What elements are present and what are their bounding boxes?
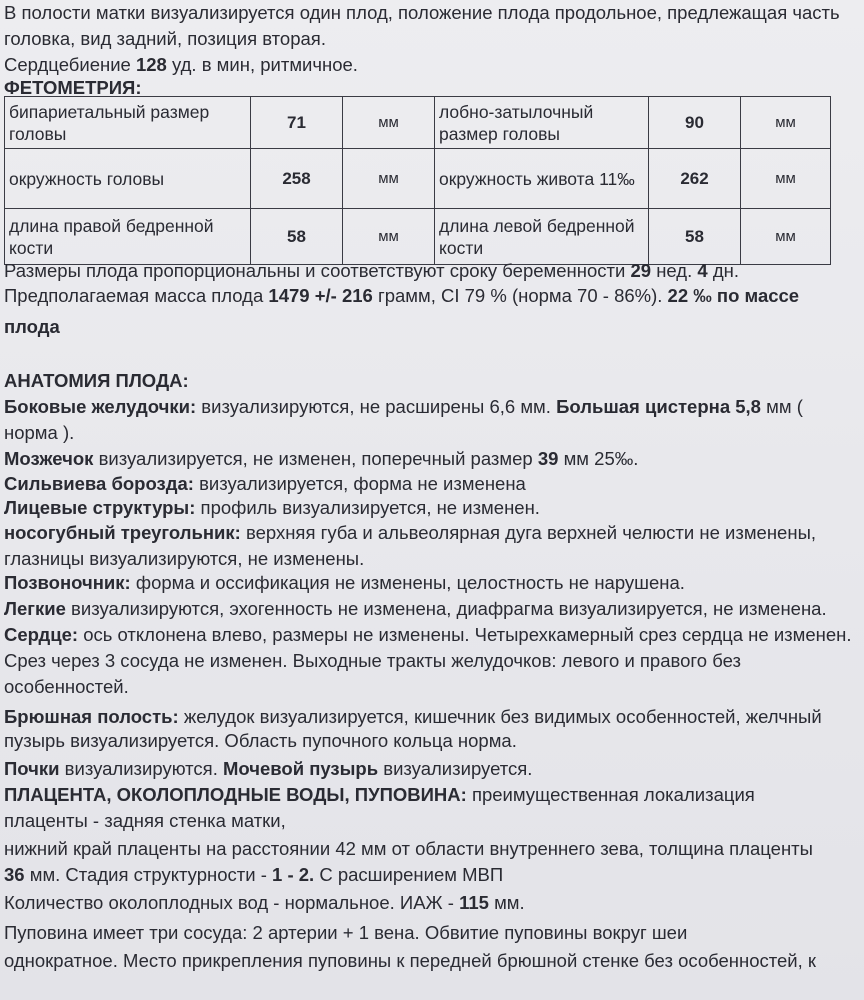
bpd-unit: мм bbox=[343, 97, 435, 149]
heartbeat-value: 128 bbox=[135, 54, 167, 75]
ventricles-label: Боковые желудочки: bbox=[4, 396, 197, 417]
weight-percentile: 22 ‰ по массе bbox=[667, 285, 800, 306]
amniotic-index-value: 115 bbox=[459, 892, 489, 913]
nasolabial-line bbox=[4, 520, 864, 546]
cerebellum-rest: мм 25‰. bbox=[563, 448, 639, 469]
cerebellum-size: 39 bbox=[537, 448, 559, 469]
spine-text: форма и оссификация не изменены, целостность не нарушена. bbox=[135, 572, 685, 593]
abdomen-line-2: пузырь визуализируется. Область пупочного кольца норма. bbox=[4, 730, 517, 751]
kidneys-label: Почки bbox=[4, 758, 60, 779]
table-row bbox=[5, 149, 831, 209]
cisterna-text: мм ( bbox=[766, 396, 803, 417]
hc-label: окружность головы bbox=[5, 149, 251, 209]
fetal-weight-ci: грамм, CI 79 % (норма 70 - 86%). bbox=[377, 285, 663, 306]
fetometry-table bbox=[4, 96, 831, 265]
ac-value: 262 bbox=[649, 149, 741, 209]
cord-line-2: однократное. Место прикрепления пуповины к передней брюшной стенке без особенностей, к bbox=[4, 950, 817, 971]
hc-unit: мм bbox=[343, 149, 435, 209]
ventricles-line bbox=[4, 394, 864, 420]
placenta-stage-label: мм. Стадия структурности - bbox=[29, 864, 267, 885]
ofd-label: лобно-затылочный размер головы bbox=[435, 97, 649, 149]
fetal-weight-line-2: плода bbox=[4, 316, 60, 337]
nasolabial-label: носогубный треугольник: bbox=[4, 522, 241, 543]
cerebellum-line bbox=[4, 446, 864, 472]
heart-line-3: особенностей. bbox=[4, 676, 129, 697]
weeks-unit: нед. bbox=[656, 260, 693, 281]
face-line bbox=[4, 495, 864, 521]
ventricles-text: визуализируются, не расширены 6,6 мм. bbox=[201, 396, 551, 417]
placenta-title-text: преимущественная локализация bbox=[471, 784, 755, 805]
proportions-text: Размеры плода пропорциональны и соответствуют сроку беременности bbox=[4, 260, 626, 281]
ac-label: окружность живота 11‰ bbox=[435, 149, 649, 209]
placenta-line-2: плаценты - задняя стенка матки, bbox=[4, 810, 286, 831]
bpd-value: 71 bbox=[251, 97, 343, 149]
cisterna-label: Большая цистерна 5,8 bbox=[556, 396, 761, 417]
ventricles-line-2: норма ). bbox=[4, 422, 75, 443]
table-row bbox=[5, 97, 831, 149]
right-femur-label: длина правой бедренной кости bbox=[5, 209, 251, 265]
left-femur-unit: мм bbox=[741, 209, 831, 265]
cord-line-1: Пуповина имеет три сосуда: 2 артерии + 1 вена. Обвитие пуповины вокруг шеи bbox=[4, 922, 688, 943]
left-femur-label: длина левой бедренной кости bbox=[435, 209, 649, 265]
fetal-weight-line bbox=[4, 283, 864, 309]
amniotic-fluid-line bbox=[4, 890, 864, 916]
lungs-text: визуализируются, эхогенность не изменена, диафрагма визуализируется, не изменена. bbox=[71, 598, 827, 619]
intro-line-2: головка, вид задний, позиция вторая. bbox=[4, 28, 326, 49]
face-text: профиль визуализируется, не изменен. bbox=[200, 497, 540, 518]
heart-text: ось отклонена влево, размеры не изменены. Четырехкамерный срез сердца не изменен. bbox=[83, 624, 852, 645]
bladder-label: Мочевой пузырь bbox=[222, 758, 379, 779]
sylvian-line bbox=[4, 471, 864, 497]
heart-line-2: Срез через 3 сосуда не изменен. Выходные тракты желудочков: левого и правого без bbox=[4, 650, 741, 671]
gestation-days: 4 bbox=[697, 260, 708, 281]
lungs-line bbox=[4, 596, 864, 622]
sylvian-text: визуализируется, форма не изменена bbox=[199, 473, 526, 494]
anatomy-title: АНАТОМИЯ ПЛОДА: bbox=[4, 370, 189, 391]
right-femur-value: 58 bbox=[251, 209, 343, 265]
bpd-label: бипариетальный размер головы bbox=[5, 97, 251, 149]
heart-label: Сердце: bbox=[4, 624, 79, 645]
amniotic-index-unit: мм. bbox=[494, 892, 525, 913]
ofd-value: 90 bbox=[649, 97, 741, 149]
fetometry-title: ФЕТОМЕТРИЯ: bbox=[4, 77, 142, 98]
placenta-thickness: 36 bbox=[4, 864, 25, 885]
placenta-title: ПЛАЦЕНТА, ОКОЛОПЛОДНЫЕ ВОДЫ, ПУПОВИНА: bbox=[4, 784, 467, 805]
fetal-weight-label: Предполагаемая масса плода bbox=[4, 285, 264, 306]
table-row bbox=[5, 209, 831, 265]
placenta-mvp: С расширением МВП bbox=[319, 864, 504, 885]
amniotic-fluid-text: Количество околоплодных вод - нормальное. ИАЖ - bbox=[4, 892, 454, 913]
cerebellum-label: Мозжечок bbox=[4, 448, 94, 469]
kidneys-line bbox=[4, 756, 864, 782]
right-femur-unit: мм bbox=[343, 209, 435, 265]
lungs-label: Легкие bbox=[4, 598, 66, 619]
heartbeat-label: Сердцебиение bbox=[4, 54, 131, 75]
cerebellum-text: визуализируется, не изменен, поперечный размер bbox=[98, 448, 533, 469]
nasolabial-line-2: глазницы визуализируются, не изменены. bbox=[4, 548, 365, 569]
placenta-line-4 bbox=[4, 862, 864, 888]
placenta-title-line bbox=[4, 782, 864, 808]
heartbeat-unit: уд. в мин, ритмичное. bbox=[172, 54, 358, 75]
abdomen-text: желудок визуализируется, кишечник без видимых особенностей, желчный bbox=[183, 706, 822, 727]
ofd-unit: мм bbox=[741, 97, 831, 149]
proportions-line bbox=[4, 258, 864, 284]
placenta-line-3: нижний край плаценты на расстоянии 42 мм от области внутреннего зева, толщина плаценты bbox=[4, 838, 813, 859]
spine-line bbox=[4, 570, 864, 596]
fetal-weight-value: 1479 +/- 216 bbox=[268, 285, 373, 306]
hc-value: 258 bbox=[251, 149, 343, 209]
left-femur-value: 58 bbox=[649, 209, 741, 265]
sylvian-label: Сильвиева борозда: bbox=[4, 473, 194, 494]
spine-label: Позвоночник: bbox=[4, 572, 131, 593]
heart-line bbox=[4, 622, 864, 648]
intro-line-1: В полости матки визуализируется один плод, положение плода продольное, предлежащая часть bbox=[4, 2, 840, 23]
kidneys-text: визуализируются. bbox=[64, 758, 218, 779]
gestation-weeks: 29 bbox=[630, 260, 652, 281]
face-label: Лицевые структуры: bbox=[4, 497, 196, 518]
abdomen-line bbox=[4, 704, 864, 730]
ac-unit: мм bbox=[741, 149, 831, 209]
abdomen-label: Брюшная полость: bbox=[4, 706, 179, 727]
heartbeat-line bbox=[4, 52, 864, 78]
placenta-stage: 1 - 2. bbox=[272, 864, 315, 885]
nasolabial-text: верхняя губа и альвеолярная дуга верхней челюсти не изменены, bbox=[245, 522, 816, 543]
days-unit: дн. bbox=[712, 260, 739, 281]
bladder-text: визуализируется. bbox=[383, 758, 533, 779]
